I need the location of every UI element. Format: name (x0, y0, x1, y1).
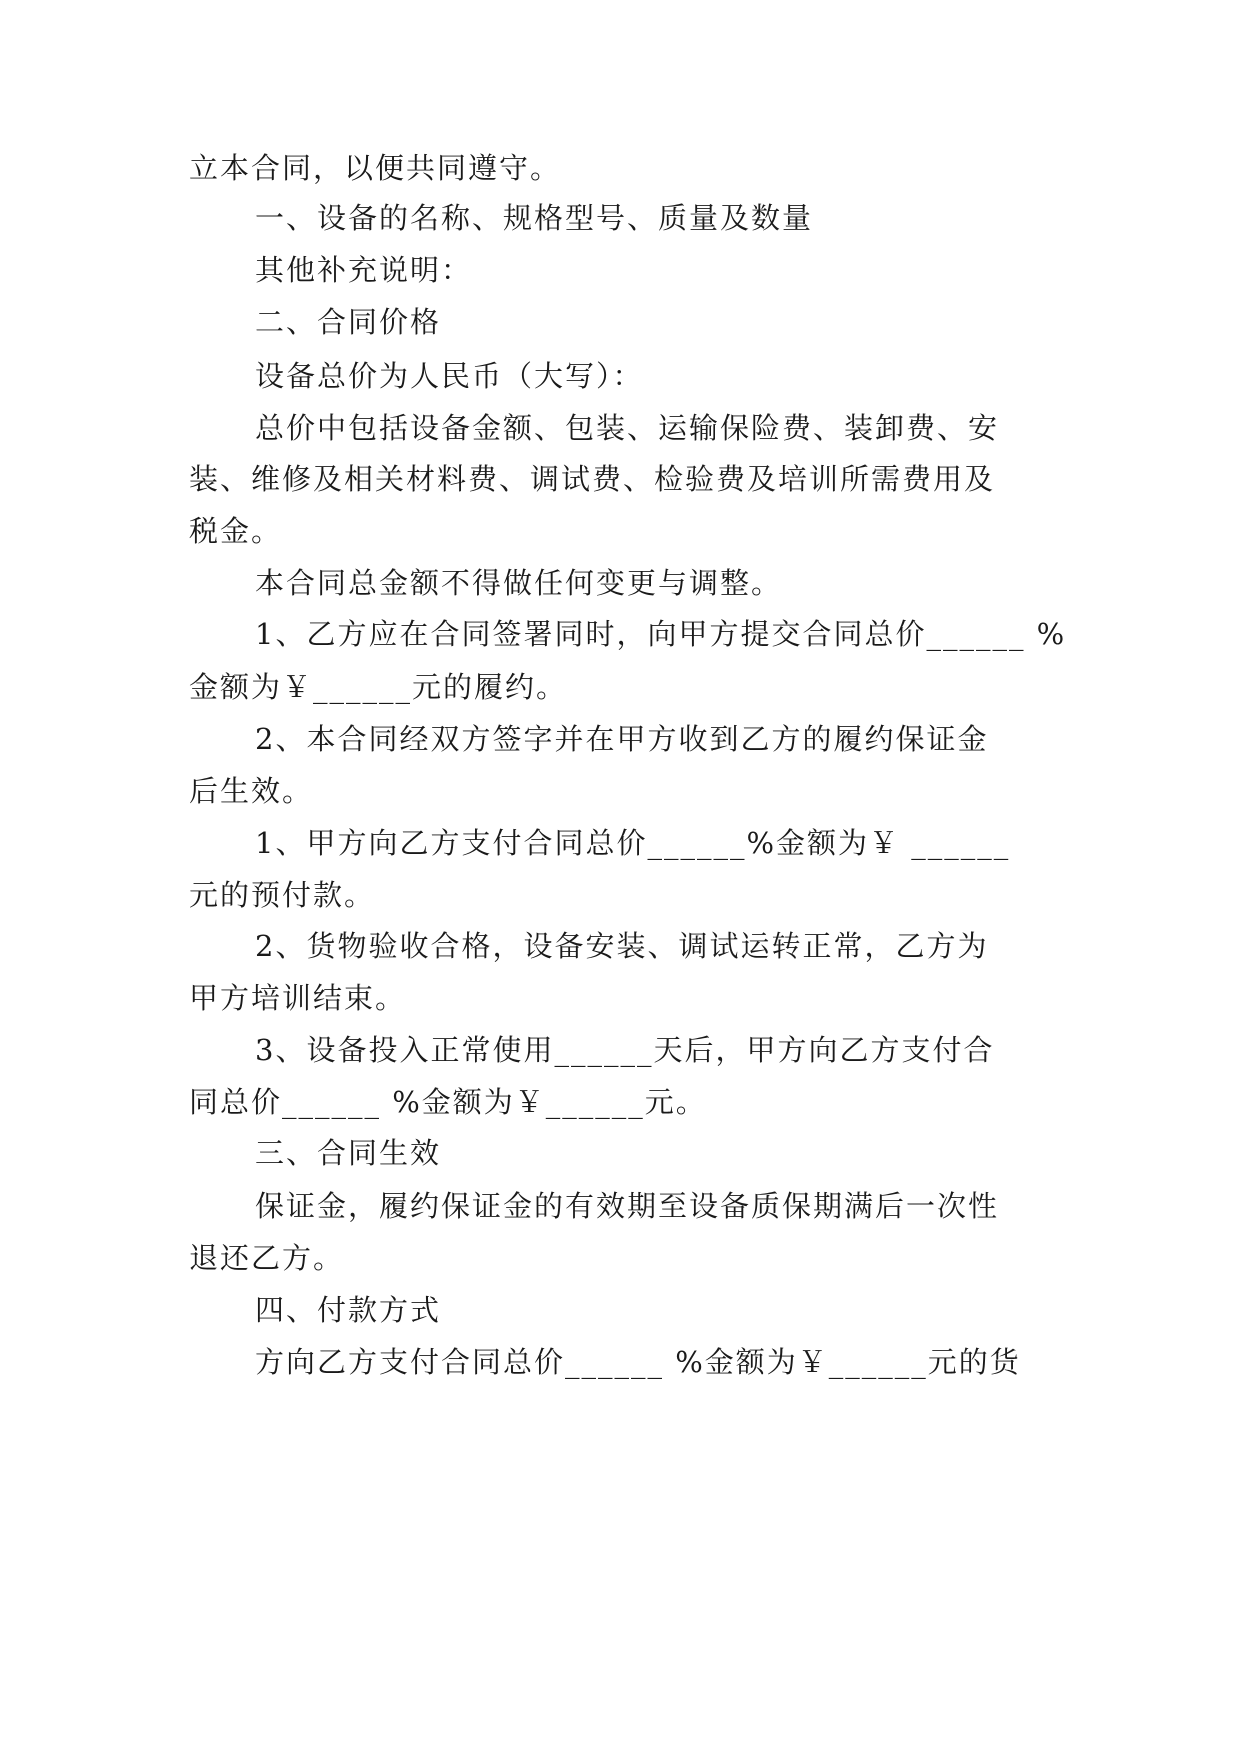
text-line: 2、货物验收合格，设备安装、调试运转正常，乙方为 (255, 929, 989, 963)
text-line: 总价中包括设备金额、包装、运输保险费、装卸费、安 (255, 411, 1000, 445)
text-line: 税金。 (189, 514, 283, 548)
text-line: 金额为￥______元的履约。 (189, 670, 568, 704)
section-heading: 三、合同生效 (255, 1136, 442, 1170)
text-line: 本合同总金额不得做任何变更与调整。 (255, 566, 783, 600)
text-line: 元的预付款。 (189, 878, 376, 912)
text-line: 退还乙方。 (189, 1241, 345, 1275)
section-heading: 四、付款方式 (255, 1293, 442, 1327)
text-line: 同总价______ %金额为￥______元。 (189, 1085, 707, 1119)
text-line: 1、乙方应在合同签署同时，向甲方提交合同总价______ % (255, 617, 1067, 651)
text-line: 1、甲方向乙方支付合同总价______%金额为￥ ______ (255, 826, 1011, 860)
text-line: 2、本合同经双方签字并在甲方收到乙方的履约保证金 (255, 722, 989, 756)
section-heading: 二、合同价格 (255, 305, 442, 339)
text-line: 方向乙方支付合同总价______ %金额为￥______元的货 (255, 1345, 1021, 1379)
section-heading: 一、设备的名称、规格型号、质量及数量 (255, 201, 814, 235)
text-line: 设备总价为人民币（大写）： (255, 359, 644, 393)
text-line: 后生效。 (189, 774, 314, 808)
text-line: 立本合同，以便共同遵守。 (189, 151, 562, 185)
text-line: 3、设备投入正常使用______天后，甲方向乙方支付合 (255, 1033, 995, 1067)
text-line: 甲方培训结束。 (189, 981, 407, 1015)
text-line: 其他补充说明： (255, 253, 473, 287)
text-line: 装、维修及相关材料费、调试费、检验费及培训所需费用及 (189, 462, 996, 496)
text-line: 保证金，履约保证金的有效期至设备质保期满后一次性 (255, 1189, 1000, 1223)
